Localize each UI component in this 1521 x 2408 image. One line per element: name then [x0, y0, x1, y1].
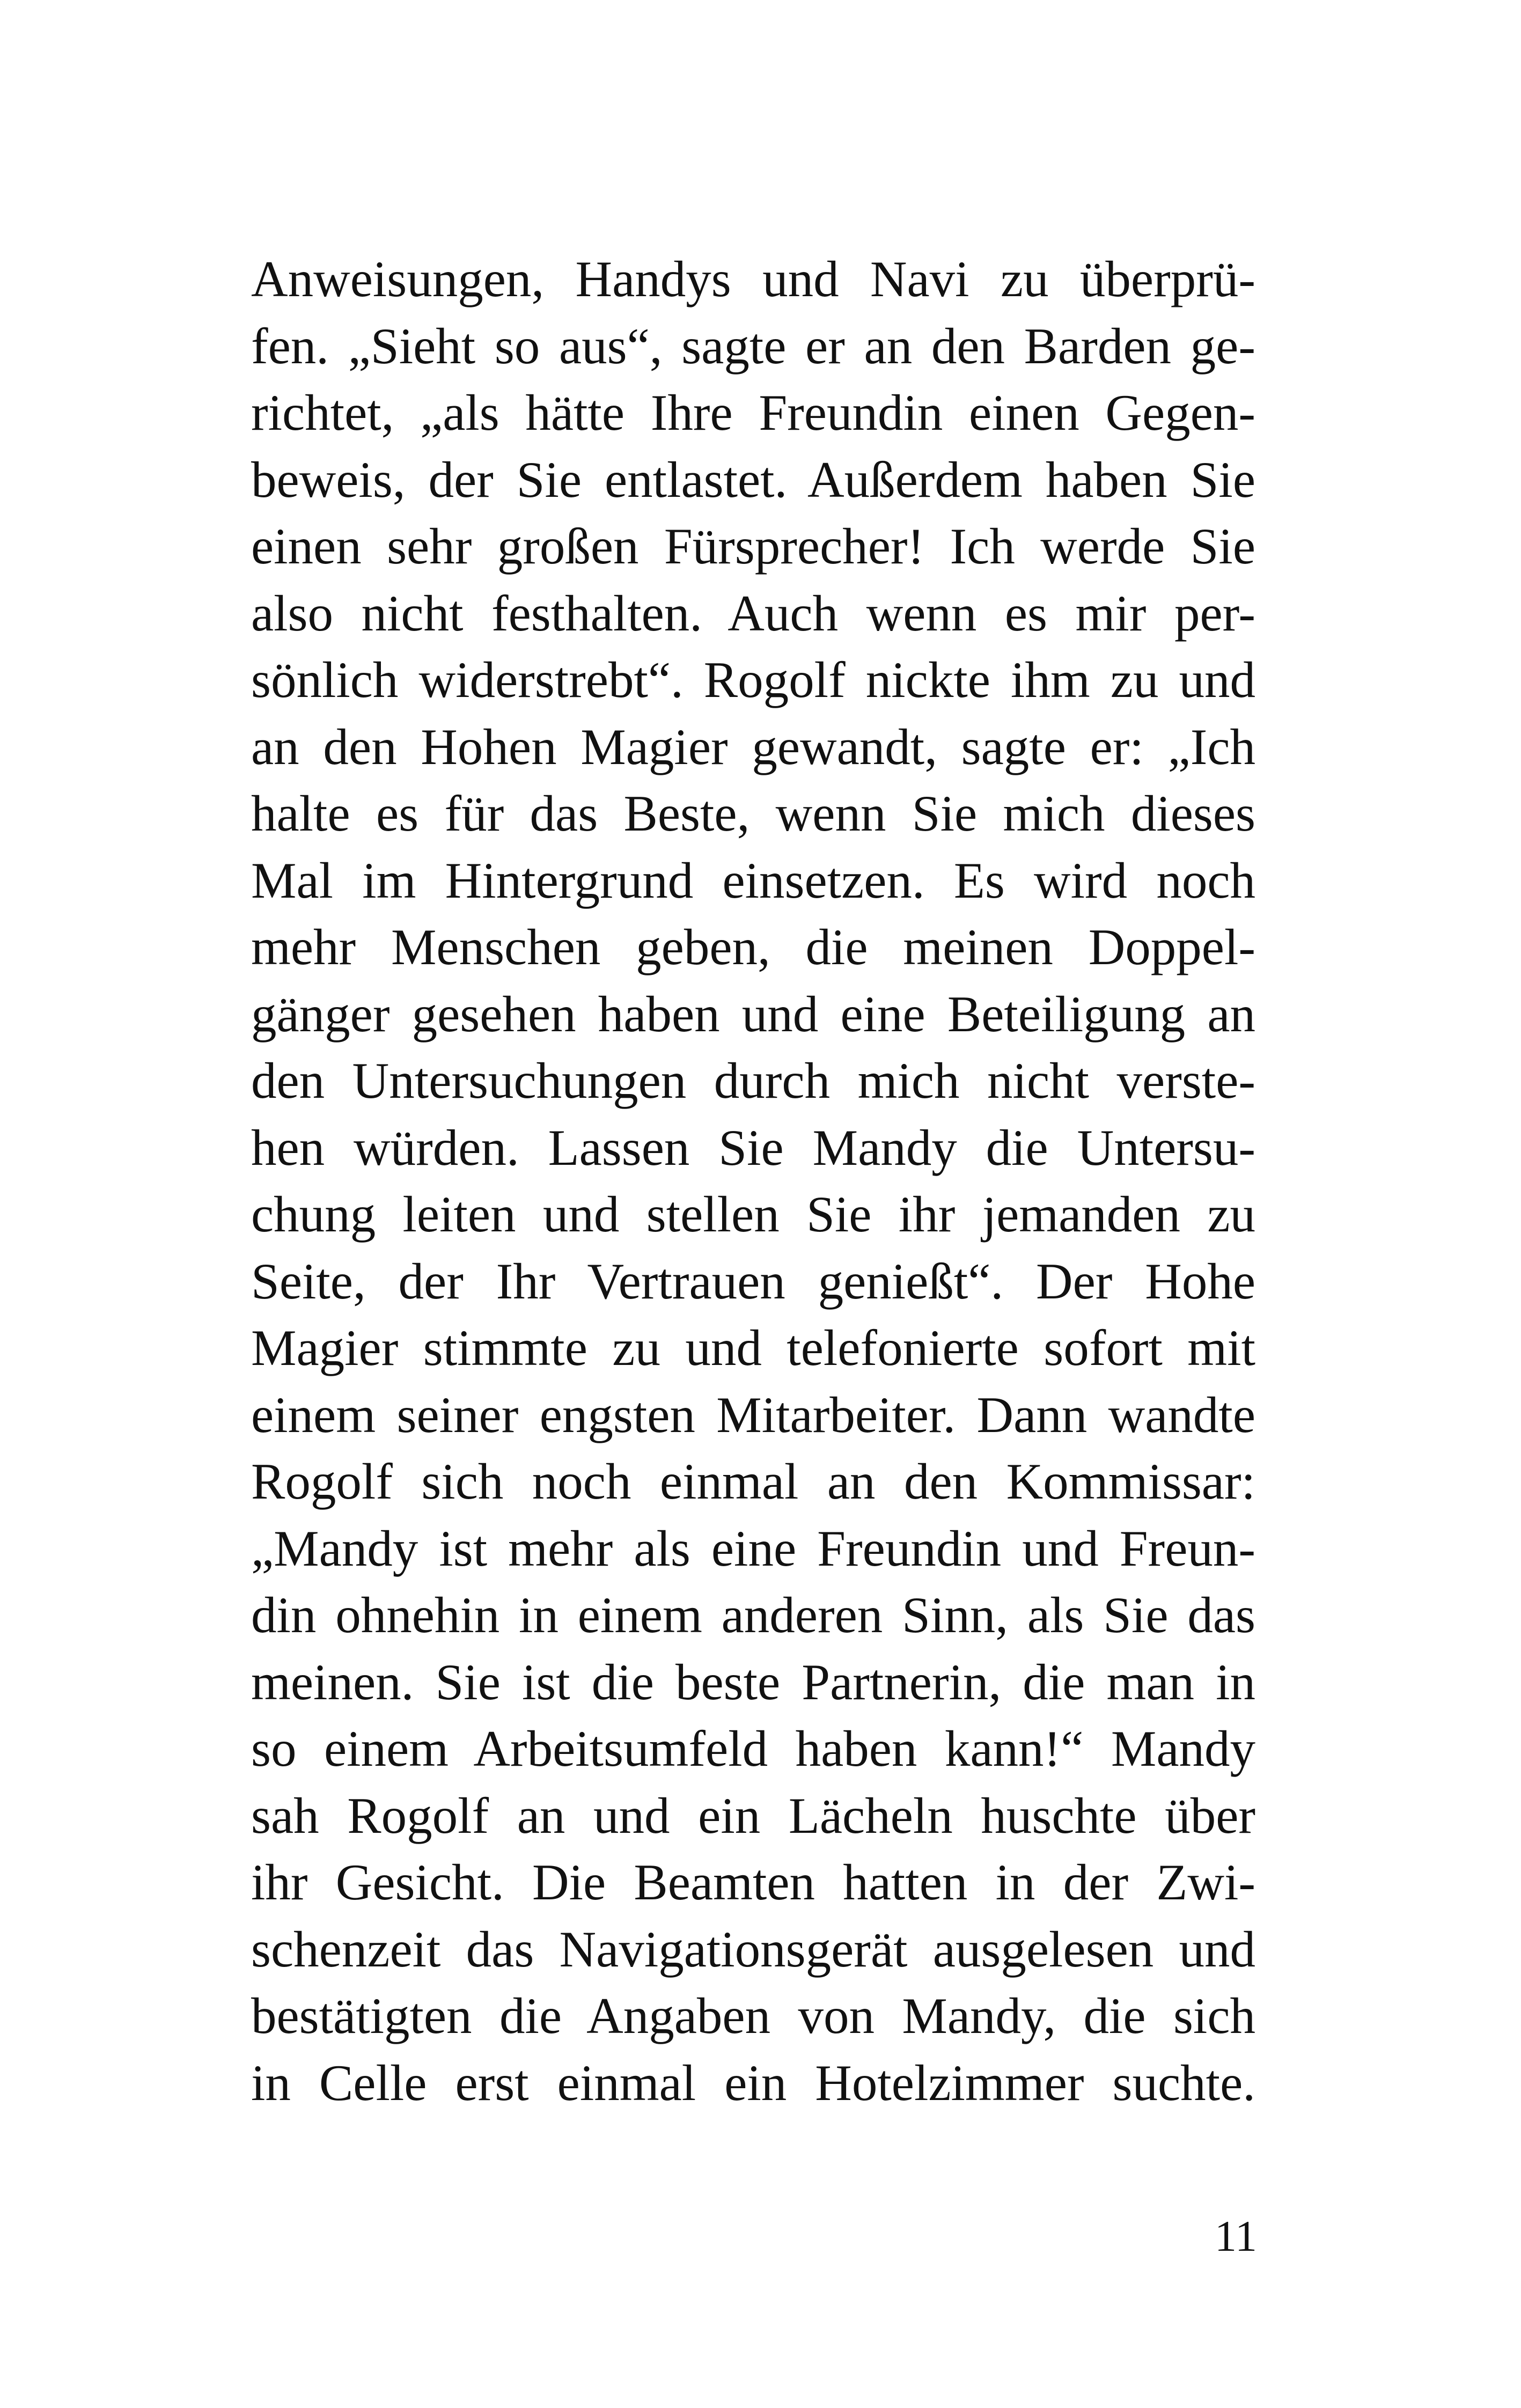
text-line-28: in Celle erst einmal ein Hotelzimmer suchte.	[251, 2054, 1255, 2111]
text-line-20: „Mandy ist mehr als eine Freundin und Freun-	[251, 1519, 1255, 1577]
text-line-19: Rogolf sich noch einmal an den Kommissar:	[251, 1453, 1255, 1510]
text-line-13: den Untersuchungen durch mich nicht verste-	[251, 1052, 1255, 1109]
text-line-15: chung leiten und stellen Sie ihr jemanden zu	[251, 1186, 1255, 1243]
text-line-21: din ohnehin in einem anderen Sinn, als Sie das	[251, 1587, 1255, 1643]
text-line-22: meinen. Sie ist die beste Partnerin, die man in	[251, 1653, 1255, 1710]
text-line-5: einen sehr großen Fürsprecher! Ich werde Sie	[251, 518, 1255, 575]
text-line-12: gänger gesehen haben und eine Beteiligung an	[251, 985, 1255, 1043]
text-line-18: einem seiner engsten Mitarbeiter. Dann wandte	[251, 1386, 1255, 1443]
text-line-7: sönlich widerstrebt“. Rogolf nickte ihm zu und	[251, 651, 1255, 708]
text-line-17: Magier stimmte zu und telefonierte sofort mit	[251, 1319, 1255, 1376]
text-line-23: so einem Arbeitsumfeld haben kann!“ Mandy	[251, 1720, 1255, 1777]
text-line-9: halte es für das Beste, wenn Sie mich dieses	[251, 785, 1255, 842]
text-line-4: beweis, der Sie entlastet. Außerdem haben Sie	[251, 451, 1255, 508]
text-line-26: schenzeit das Navigationsgerät ausgelesen und	[251, 1920, 1255, 1978]
text-line-1: Anweisungen, Handys und Navi zu überprü-	[251, 251, 1255, 307]
text-line-27: bestätigten die Angaben von Mandy, die sich	[251, 1987, 1255, 2044]
text-line-10: Mal im Hintergrund einsetzen. Es wird noch	[251, 851, 1255, 909]
body-text	[251, 246, 1255, 2116]
text-line-14: hen würden. Lassen Sie Mandy die Untersu-	[251, 1119, 1255, 1176]
page-number: 11	[1215, 2212, 1257, 2260]
text-line-3: richtet, „als hätte Ihre Freundin einen Gegen-	[251, 384, 1255, 441]
text-line-24: sah Rogolf an und ein Lächeln huschte über	[251, 1787, 1255, 1844]
text-line-11: mehr Menschen geben, die meinen Doppel-	[251, 919, 1255, 975]
text-line-6: also nicht festhalten. Auch wenn es mir per-	[251, 584, 1255, 642]
text-line-2: fen. „Sieht so aus“, sagte er an den Barden ge-	[251, 317, 1255, 375]
text-line-16: Seite, der Ihr Vertrauen genießt“. Der Hohe	[251, 1252, 1255, 1310]
text-line-25: ihr Gesicht. Die Beamten hatten in der Zwi-	[251, 1854, 1255, 1911]
text-line-8: an den Hohen Magier gewandt, sagte er: „Ich	[251, 718, 1255, 775]
